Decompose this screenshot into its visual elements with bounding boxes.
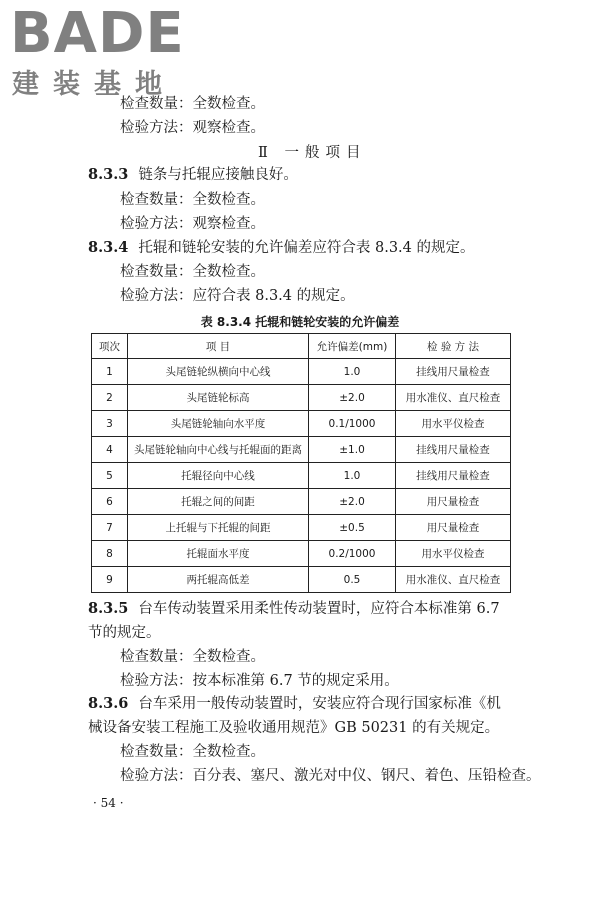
tolerance-table bbox=[91, 333, 511, 593]
section-heading: Ⅱ 一般项目 bbox=[258, 145, 367, 161]
cell-tolerance: 1.0 bbox=[309, 463, 396, 489]
cell-item: 托辊之间的间距 bbox=[128, 489, 309, 515]
cell-tolerance: 0.2/1000 bbox=[309, 541, 396, 567]
cell-tolerance: ±1.0 bbox=[309, 437, 396, 463]
clause-text-continued: 械设备安装工程施工及验收通用规范》GB 50231 的有关规定。 bbox=[88, 720, 500, 736]
cell-method: 用水平仪检查 bbox=[396, 411, 511, 437]
cell-index: 1 bbox=[92, 359, 128, 385]
header-tolerance: 允许偏差(mm) bbox=[309, 334, 396, 359]
clause-8-3-3 bbox=[88, 168, 298, 183]
cell-item: 头尾链轮标高 bbox=[128, 385, 309, 411]
table-caption: 表 8.3.4 托辊和链轮安装的允许偏差 bbox=[200, 315, 400, 329]
table-row bbox=[92, 489, 511, 515]
cell-method: 用尺量检查 bbox=[396, 515, 511, 541]
clause-number: 8.3.4 bbox=[88, 239, 129, 256]
check-method: 检验方法：按本标准第 6.7 节的规定采用。 bbox=[120, 673, 399, 689]
check-method: 检验方法：应符合表 8.3.4 的规定。 bbox=[120, 288, 355, 304]
cell-item: 头尾链轮轴向水平度 bbox=[128, 411, 309, 437]
clause-text: 托辊和链轮安装的允许偏差应符合表 8.3.4 的规定。 bbox=[138, 240, 475, 256]
table-row bbox=[92, 541, 511, 567]
page-number: · 54 · bbox=[93, 796, 124, 810]
cell-tolerance: 0.5 bbox=[309, 567, 396, 593]
cell-method: 挂线用尺量检查 bbox=[396, 463, 511, 489]
cell-method: 挂线用尺量检查 bbox=[396, 437, 511, 463]
table-row bbox=[92, 385, 511, 411]
cell-item: 上托辊与下托辊的间距 bbox=[128, 515, 309, 541]
cell-item: 托辊径向中心线 bbox=[128, 463, 309, 489]
cell-method: 用水准仪、直尺检查 bbox=[396, 385, 511, 411]
cell-tolerance: ±0.5 bbox=[309, 515, 396, 541]
header-item: 项 目 bbox=[128, 334, 309, 359]
check-quantity: 检查数量：全数检查。 bbox=[120, 649, 265, 665]
clause-text: 台车传动装置采用柔性传动装置时，应符合本标准第 6.7 bbox=[138, 601, 500, 617]
cell-method: 用水平仪检查 bbox=[396, 541, 511, 567]
check-method: 检验方法：观察检查。 bbox=[120, 216, 265, 232]
cell-item: 托辊面水平度 bbox=[128, 541, 309, 567]
table-row bbox=[92, 437, 511, 463]
table-row bbox=[92, 411, 511, 437]
cell-index: 5 bbox=[92, 463, 128, 489]
logo-subtitle: 建装基地 bbox=[12, 69, 176, 100]
cell-index: 3 bbox=[92, 411, 128, 437]
table-row bbox=[92, 463, 511, 489]
cell-tolerance: 0.1/1000 bbox=[309, 411, 396, 437]
header-index: 项次 bbox=[92, 334, 128, 359]
cell-index: 2 bbox=[92, 385, 128, 411]
cell-tolerance: ±2.0 bbox=[309, 489, 396, 515]
clause-text-continued: 节的规定。 bbox=[88, 625, 161, 641]
table-row bbox=[92, 359, 511, 385]
cell-method: 用水准仪、直尺检查 bbox=[396, 567, 511, 593]
cell-item: 头尾链轮纵横向中心线 bbox=[128, 359, 309, 385]
cell-tolerance: 1.0 bbox=[309, 359, 396, 385]
header-method: 检 验 方 法 bbox=[396, 334, 511, 359]
check-quantity: 检查数量：全数检查。 bbox=[120, 96, 265, 112]
bade-logo bbox=[8, 1, 185, 100]
check-method: 检验方法：观察检查。 bbox=[120, 120, 265, 136]
cell-method: 挂线用尺量检查 bbox=[396, 359, 511, 385]
check-quantity: 检查数量：全数检查。 bbox=[120, 192, 265, 208]
cell-index: 8 bbox=[92, 541, 128, 567]
cell-item: 两托辊高低差 bbox=[128, 567, 309, 593]
clause-number: 8.3.5 bbox=[88, 600, 129, 617]
table-header-row bbox=[92, 334, 511, 359]
table-row bbox=[92, 567, 511, 593]
clause-8-3-6 bbox=[88, 697, 501, 712]
cell-method: 用尺量检查 bbox=[396, 489, 511, 515]
clause-number: 8.3.6 bbox=[88, 695, 129, 712]
cell-index: 4 bbox=[92, 437, 128, 463]
clause-8-3-5 bbox=[88, 602, 500, 617]
check-quantity: 检查数量：全数检查。 bbox=[120, 264, 265, 280]
cell-index: 9 bbox=[92, 567, 128, 593]
clause-8-3-4 bbox=[88, 241, 475, 256]
clause-text: 台车采用一般传动装置时，安装应符合现行国家标准《机 bbox=[138, 696, 501, 712]
logo-brand: BADE bbox=[10, 1, 185, 66]
table-row bbox=[92, 515, 511, 541]
cell-tolerance: ±2.0 bbox=[309, 385, 396, 411]
cell-index: 7 bbox=[92, 515, 128, 541]
check-method: 检验方法：百分表、塞尺、激光对中仪、钢尺、着色、压铅检查。 bbox=[120, 768, 541, 784]
check-quantity: 检查数量：全数检查。 bbox=[120, 744, 265, 760]
cell-index: 6 bbox=[92, 489, 128, 515]
clause-text: 链条与托辊应接触良好。 bbox=[138, 167, 298, 183]
clause-number: 8.3.3 bbox=[88, 166, 129, 183]
cell-item: 头尾链轮轴向中心线与托辊面的距离 bbox=[128, 437, 309, 463]
